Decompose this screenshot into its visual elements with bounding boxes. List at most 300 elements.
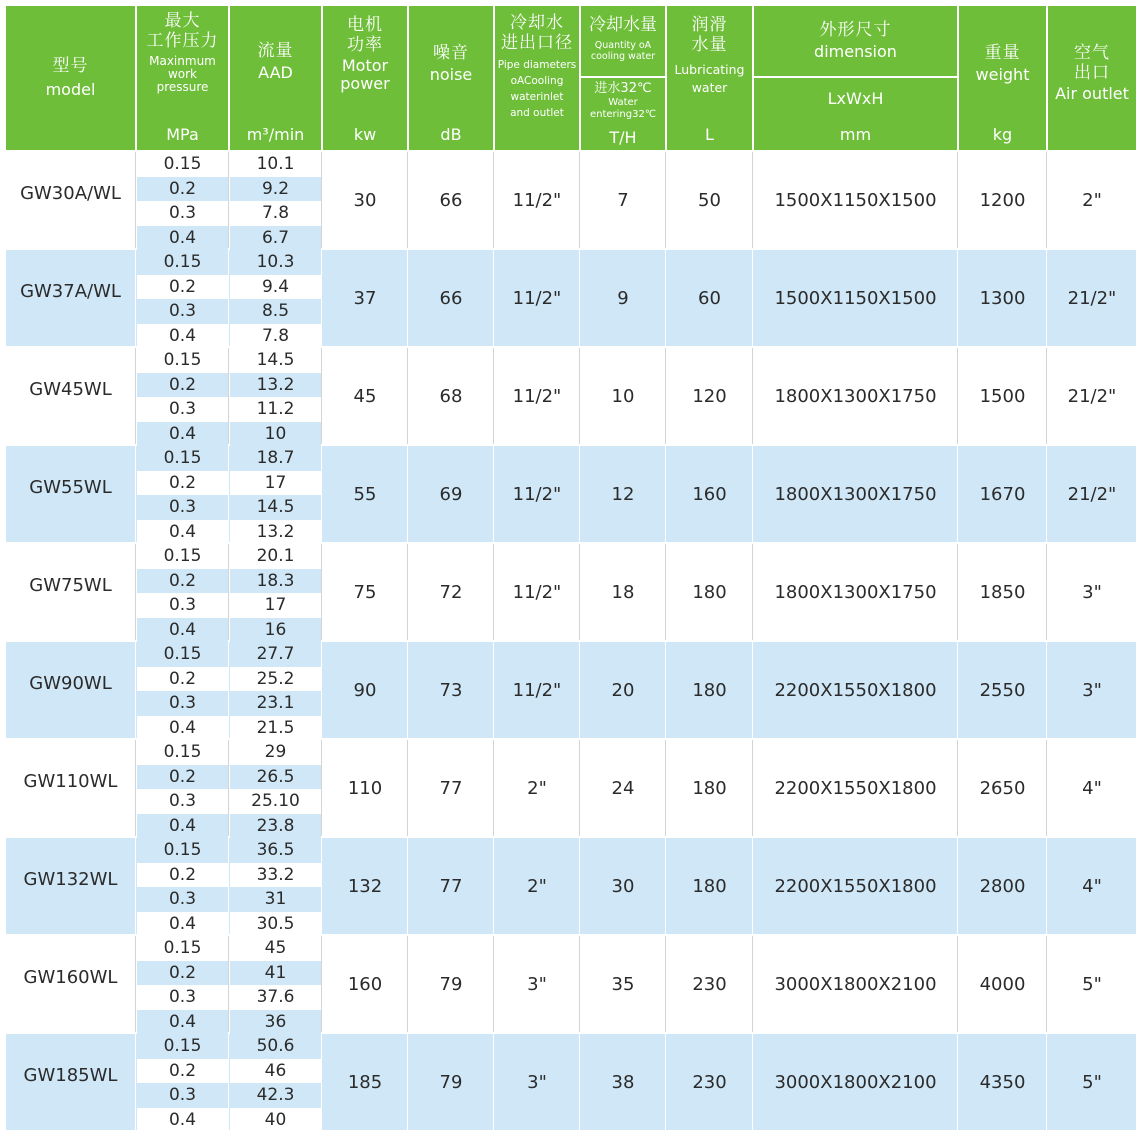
pressure-cell: 0.3	[168, 693, 197, 714]
air-outlet-cell: 21/2"	[1067, 483, 1117, 505]
column-divider	[228, 642, 229, 738]
flow-cell: 46	[230, 1059, 321, 1084]
column-divider	[957, 544, 958, 640]
header-dimension	[754, 6, 957, 76]
pressure-cell: 0.15	[163, 448, 202, 469]
header-cooling-sub	[581, 78, 665, 150]
column-divider	[493, 740, 494, 836]
flow-cell: 26.5	[230, 765, 321, 790]
lubricating-water-cell: 180	[692, 875, 727, 897]
column-divider	[493, 250, 494, 346]
noise-cell: 72	[439, 581, 463, 603]
weight-cell: 1850	[979, 581, 1026, 603]
column-divider	[957, 348, 958, 444]
header-pressure-zh2: 工作压力	[146, 30, 219, 51]
column-divider	[1046, 446, 1047, 542]
dimension-cell: 2200X1550X1800	[774, 679, 937, 701]
pipe-diameter-cell: 11/2"	[512, 287, 562, 309]
pressure-cell: 0.4	[137, 226, 228, 251]
column-divider	[493, 152, 494, 248]
header-air-en: Air outlet	[1055, 84, 1129, 104]
pressure-cell: 0.15	[163, 644, 202, 665]
pipe-diameter-cell: 11/2"	[512, 385, 562, 407]
header-pressure-en1: Maxinmum	[149, 54, 216, 69]
dimension-cell: 2200X1550X1800	[774, 875, 937, 897]
header-pressure	[137, 6, 228, 150]
noise-cell: 69	[439, 483, 463, 505]
pressure-cell: 0.15	[163, 252, 202, 273]
flow-cell: 17	[230, 471, 321, 496]
column-divider	[228, 936, 229, 1032]
noise-cell: 77	[439, 777, 463, 799]
column-divider	[752, 348, 753, 444]
flow-cell: 31	[264, 889, 287, 910]
flow-cell: 6.7	[230, 226, 321, 251]
pressure-cell: 0.3	[168, 399, 197, 420]
flow-cell: 37.6	[256, 987, 295, 1008]
column-divider	[665, 446, 666, 542]
pressure-cell: 0.4	[137, 716, 228, 741]
model-cell: GW45WL	[29, 378, 112, 400]
column-divider	[752, 838, 753, 934]
model-cell: GW90WL	[29, 672, 112, 694]
column-divider	[665, 740, 666, 836]
flow-cell: 7.8	[261, 203, 290, 224]
flow-cell: 36.5	[256, 840, 295, 861]
power-cell: 30	[353, 189, 377, 211]
flow-cell: 13.2	[230, 373, 321, 398]
pressure-cell: 0.15	[163, 938, 202, 959]
column-divider	[1046, 642, 1047, 738]
pipe-diameter-cell: 2"	[527, 875, 547, 897]
header-pressure-en3: pressure	[156, 80, 209, 95]
flow-cell: 18.3	[230, 569, 321, 594]
model-cell: GW185WL	[23, 1064, 118, 1086]
column-divider	[579, 838, 580, 934]
header-noise	[409, 6, 493, 150]
flow-cell: 17	[264, 595, 287, 616]
power-cell: 55	[353, 483, 377, 505]
dimension-cell: 1800X1300X1750	[774, 581, 937, 603]
lubricating-water-cell: 120	[692, 385, 727, 407]
column-divider	[752, 1034, 753, 1130]
pressure-cell: 0.2	[137, 961, 228, 986]
header-dimension-unit: mm	[839, 124, 872, 144]
column-divider	[135, 348, 136, 444]
flow-cell: 16	[230, 618, 321, 643]
column-divider	[957, 642, 958, 738]
flow-cell: 33.2	[230, 863, 321, 888]
weight-cell: 1200	[979, 189, 1026, 211]
header-power-zh2: 功率	[347, 34, 383, 55]
power-cell: 160	[347, 973, 383, 995]
air-outlet-cell: 2"	[1082, 189, 1102, 211]
pressure-cell: 0.3	[168, 889, 197, 910]
header-dimension-sub-en: LxWxH	[827, 89, 884, 108]
pressure-cell: 0.2	[137, 471, 228, 496]
pressure-cell: 0.2	[137, 177, 228, 202]
header-weight-en: weight	[975, 64, 1030, 84]
pipe-diameter-cell: 11/2"	[512, 679, 562, 701]
flow-cell: 40	[230, 1108, 321, 1133]
column-divider	[579, 544, 580, 640]
column-divider	[579, 642, 580, 738]
header-lub-unit: L	[705, 124, 714, 144]
flow-cell: 42.3	[256, 1085, 295, 1106]
model-cell: GW132WL	[23, 868, 118, 890]
pressure-cell: 0.15	[163, 742, 202, 763]
pressure-cell: 0.15	[163, 1036, 202, 1057]
column-divider	[1046, 250, 1047, 346]
dimension-cell: 3000X1800X2100	[774, 1071, 937, 1093]
header-lub-zh2: 水量	[691, 34, 728, 55]
table-row-group	[6, 838, 1136, 934]
model-cell: GW37A/WL	[20, 280, 121, 302]
column-divider	[1046, 348, 1047, 444]
pressure-cell: 0.3	[168, 987, 197, 1008]
column-divider	[665, 936, 666, 1032]
column-divider	[957, 936, 958, 1032]
cooling-water-cell: 20	[611, 679, 635, 701]
header-cooling-sub-en2: entering32℃	[589, 109, 657, 121]
header-dimension-sub	[754, 78, 957, 150]
noise-cell: 66	[439, 287, 463, 309]
pressure-cell: 0.2	[137, 373, 228, 398]
header-cooling-sub-en1: Water	[608, 96, 638, 108]
flow-cell: 23.8	[230, 814, 321, 839]
cooling-water-cell: 38	[611, 1071, 635, 1093]
cooling-water-cell: 30	[611, 875, 635, 897]
cooling-water-cell: 9	[617, 287, 629, 309]
lubricating-water-cell: 230	[692, 1071, 727, 1093]
air-outlet-cell: 5"	[1082, 973, 1102, 995]
column-divider	[321, 740, 322, 836]
header-air-outlet	[1048, 6, 1136, 150]
header-lubricating	[667, 6, 752, 150]
column-divider	[228, 250, 229, 346]
column-divider	[407, 446, 408, 542]
header-weight	[959, 6, 1046, 150]
column-divider	[957, 250, 958, 346]
column-divider	[135, 838, 136, 934]
column-divider	[1046, 936, 1047, 1032]
flow-cell: 25.2	[230, 667, 321, 692]
flow-cell: 10.3	[256, 252, 295, 273]
column-divider	[752, 446, 753, 542]
column-divider	[407, 348, 408, 444]
cooling-water-cell: 12	[611, 483, 635, 505]
pressure-cell: 0.2	[137, 863, 228, 888]
header-cooling-en1: Quantity oA	[594, 39, 652, 51]
header-lub-en1: Lubricating	[674, 62, 745, 78]
flow-cell: 50.6	[256, 1036, 295, 1057]
flow-cell: 45	[264, 938, 287, 959]
column-divider	[493, 446, 494, 542]
air-outlet-cell: 3"	[1082, 581, 1102, 603]
header-pipe-en1: Pipe diameters	[497, 59, 577, 72]
header-lub-zh1: 润滑	[691, 15, 728, 35]
table-row-group	[6, 936, 1136, 1032]
pressure-cell: 0.2	[137, 275, 228, 300]
flow-cell: 18.7	[256, 448, 295, 469]
column-divider	[135, 250, 136, 346]
column-divider	[228, 152, 229, 248]
pipe-diameter-cell: 3"	[527, 1071, 547, 1093]
flow-cell: 9.4	[230, 275, 321, 300]
pressure-cell: 0.4	[137, 520, 228, 545]
dimension-cell: 1500X1150X1500	[774, 287, 937, 309]
pressure-cell: 0.2	[137, 667, 228, 692]
power-cell: 132	[347, 875, 383, 897]
column-divider	[321, 642, 322, 738]
column-divider	[135, 642, 136, 738]
table-row-group	[6, 348, 1136, 444]
weight-cell: 1300	[979, 287, 1026, 309]
flow-cell: 8.5	[261, 301, 290, 322]
pressure-cell: 0.3	[168, 301, 197, 322]
dimension-cell: 1800X1300X1750	[774, 483, 937, 505]
column-divider	[407, 544, 408, 640]
header-cooling	[581, 6, 665, 76]
column-divider	[957, 1034, 958, 1130]
model-cell: GW110WL	[23, 770, 118, 792]
header-cooling-en2: cooling water	[590, 51, 656, 63]
power-cell: 45	[353, 385, 377, 407]
model-cell: GW30A/WL	[20, 182, 121, 204]
column-divider	[579, 348, 580, 444]
weight-cell: 2800	[979, 875, 1026, 897]
flow-cell: 30.5	[230, 912, 321, 937]
column-divider	[407, 740, 408, 836]
header-power-zh1: 电机	[347, 15, 383, 35]
column-divider	[665, 1034, 666, 1130]
header-model-en: model	[45, 79, 96, 99]
noise-cell: 73	[439, 679, 463, 701]
header-lub-en2: water	[691, 79, 728, 95]
flow-cell: 14.5	[256, 350, 295, 371]
flow-cell: 10	[230, 422, 321, 447]
pressure-cell: 0.2	[137, 1059, 228, 1084]
column-divider	[321, 446, 322, 542]
weight-cell: 1670	[979, 483, 1026, 505]
header-flow-unit: m³/min	[246, 124, 305, 144]
column-divider	[321, 838, 322, 934]
pipe-diameter-cell: 3"	[527, 973, 547, 995]
column-divider	[579, 152, 580, 248]
header-power-en2: power	[340, 74, 390, 94]
air-outlet-cell: 3"	[1082, 679, 1102, 701]
header-dimension-en: dimension	[814, 41, 897, 61]
model-cell: GW55WL	[29, 476, 112, 498]
lubricating-water-cell: 160	[692, 483, 727, 505]
column-divider	[752, 250, 753, 346]
column-divider	[135, 1034, 136, 1130]
column-divider	[228, 544, 229, 640]
model-cell: GW75WL	[29, 574, 112, 596]
column-divider	[321, 250, 322, 346]
table-row-group	[6, 446, 1136, 542]
pressure-cell: 0.15	[163, 546, 202, 567]
column-divider	[1046, 1034, 1047, 1130]
column-divider	[321, 544, 322, 640]
noise-cell: 66	[439, 189, 463, 211]
column-divider	[752, 936, 753, 1032]
column-divider	[407, 152, 408, 248]
pressure-cell: 0.4	[137, 814, 228, 839]
table-row-group	[6, 740, 1136, 836]
air-outlet-cell: 4"	[1082, 875, 1102, 897]
column-divider	[321, 152, 322, 248]
dimension-cell: 1500X1150X1500	[774, 189, 937, 211]
noise-cell: 68	[439, 385, 463, 407]
column-divider	[135, 446, 136, 542]
column-divider	[407, 936, 408, 1032]
header-air-zh2: 出口	[1074, 62, 1110, 83]
header-pressure-zh1: 最大	[164, 11, 201, 31]
table-row-group	[6, 250, 1136, 346]
column-divider	[1046, 152, 1047, 248]
table-row-group	[6, 1034, 1136, 1130]
header-pressure-unit: MPa	[166, 124, 199, 144]
column-divider	[321, 1034, 322, 1130]
lubricating-water-cell: 60	[698, 287, 721, 309]
noise-cell: 77	[439, 875, 463, 897]
header-noise-zh: 噪音	[433, 43, 469, 63]
header-pipe-en2: oACooling	[510, 75, 564, 88]
header-flow-en: AAD	[258, 62, 293, 82]
pipe-diameter-cell: 11/2"	[512, 189, 562, 211]
column-divider	[228, 446, 229, 542]
column-divider	[493, 348, 494, 444]
lubricating-water-cell: 180	[692, 777, 727, 799]
column-divider	[228, 838, 229, 934]
header-pipe	[495, 6, 579, 150]
column-divider	[321, 936, 322, 1032]
power-cell: 90	[353, 679, 377, 701]
air-outlet-cell: 5"	[1082, 1071, 1102, 1093]
column-divider	[321, 348, 322, 444]
cooling-water-cell: 7	[617, 189, 629, 211]
power-cell: 185	[347, 1071, 383, 1093]
column-divider	[957, 740, 958, 836]
header-cooling-zh: 冷却水量	[589, 15, 657, 35]
power-cell: 37	[353, 287, 377, 309]
header-cooling-sub-zh: 进水32℃	[594, 81, 652, 96]
header-weight-unit: kg	[992, 124, 1013, 144]
column-divider	[752, 152, 753, 248]
lubricating-water-cell: 180	[692, 679, 727, 701]
flow-cell: 7.8	[230, 324, 321, 349]
weight-cell: 2650	[979, 777, 1026, 799]
header-pressure-en2: work	[167, 67, 198, 82]
column-divider	[135, 936, 136, 1032]
flow-cell: 9.2	[230, 177, 321, 202]
column-divider	[1046, 740, 1047, 836]
header-pipe-zh1: 冷却水	[510, 13, 564, 33]
column-divider	[752, 544, 753, 640]
column-divider	[493, 936, 494, 1032]
table-row-group	[6, 152, 1136, 248]
flow-cell: 14.5	[256, 497, 295, 518]
header-pipe-en4: and outlet	[510, 107, 564, 120]
header-power	[323, 6, 407, 150]
flow-cell: 27.7	[256, 644, 295, 665]
column-divider	[665, 838, 666, 934]
lubricating-water-cell: 50	[698, 189, 721, 211]
noise-cell: 79	[439, 973, 463, 995]
column-divider	[579, 936, 580, 1032]
header-model	[6, 6, 135, 150]
column-divider	[228, 1034, 229, 1130]
header-pipe-en3: waterinlet	[510, 91, 564, 104]
pressure-cell: 0.4	[137, 1010, 228, 1035]
pressure-cell: 0.3	[168, 1085, 197, 1106]
pressure-cell: 0.4	[137, 912, 228, 937]
cooling-water-cell: 18	[611, 581, 635, 603]
column-divider	[1046, 544, 1047, 640]
header-flow-zh: 流量	[257, 41, 294, 61]
column-divider	[579, 740, 580, 836]
air-outlet-cell: 21/2"	[1067, 287, 1117, 309]
column-divider	[493, 544, 494, 640]
cooling-water-cell: 24	[611, 777, 635, 799]
pipe-diameter-cell: 11/2"	[512, 581, 562, 603]
air-outlet-cell: 4"	[1082, 777, 1102, 799]
flow-cell: 13.2	[230, 520, 321, 545]
column-divider	[135, 740, 136, 836]
flow-cell: 20.1	[256, 546, 295, 567]
header-power-en1: Motor	[341, 56, 389, 76]
column-divider	[228, 740, 229, 836]
header-air-zh1: 空气	[1074, 43, 1110, 63]
lubricating-water-cell: 180	[692, 581, 727, 603]
column-divider	[493, 642, 494, 738]
flow-cell: 41	[230, 961, 321, 986]
column-divider	[228, 348, 229, 444]
pressure-cell: 0.3	[168, 497, 197, 518]
cooling-water-cell: 35	[611, 973, 635, 995]
column-divider	[665, 642, 666, 738]
noise-cell: 79	[439, 1071, 463, 1093]
cooling-water-cell: 10	[611, 385, 635, 407]
column-divider	[752, 642, 753, 738]
pressure-cell: 0.3	[168, 203, 197, 224]
column-divider	[665, 152, 666, 248]
header-flow	[230, 6, 321, 150]
column-divider	[665, 348, 666, 444]
power-cell: 75	[353, 581, 377, 603]
lubricating-water-cell: 230	[692, 973, 727, 995]
weight-cell: 1500	[979, 385, 1026, 407]
header-dimension-zh: 外形尺寸	[819, 20, 892, 41]
flow-cell: 25.10	[251, 791, 300, 812]
column-divider	[135, 152, 136, 248]
table-row-group	[6, 642, 1136, 738]
column-divider	[665, 250, 666, 346]
pressure-cell: 0.4	[137, 618, 228, 643]
power-cell: 110	[347, 777, 383, 799]
column-divider	[407, 642, 408, 738]
pressure-cell: 0.2	[137, 569, 228, 594]
column-divider	[957, 446, 958, 542]
column-divider	[579, 250, 580, 346]
header-weight-zh: 重量	[984, 43, 1021, 63]
header-cooling-unit: T/H	[609, 127, 637, 147]
pressure-cell: 0.2	[137, 765, 228, 790]
column-divider	[957, 838, 958, 934]
pressure-cell: 0.15	[163, 840, 202, 861]
flow-cell: 23.1	[256, 693, 295, 714]
